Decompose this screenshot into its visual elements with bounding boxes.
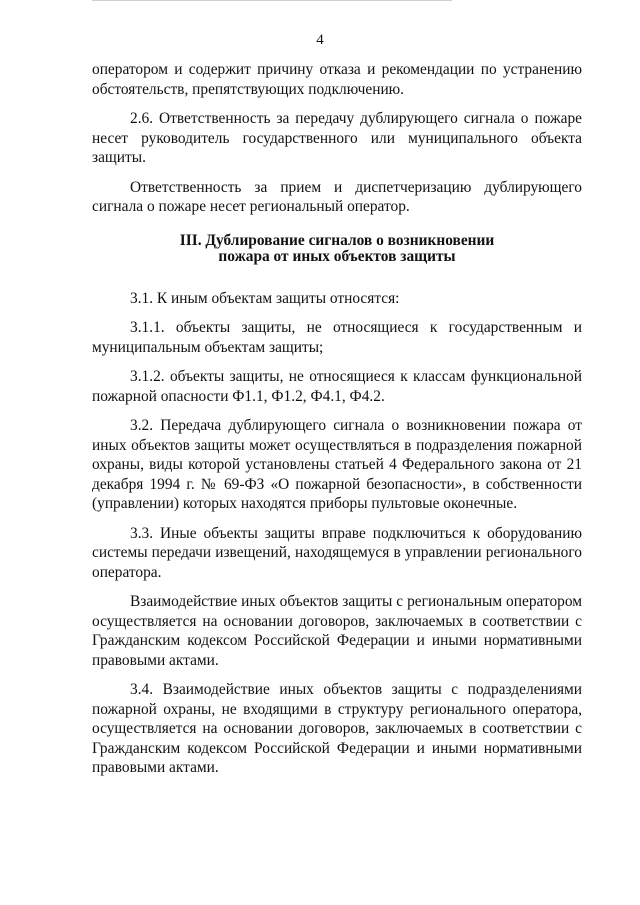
paragraph-3-1: 3.1. К иным объектам защиты относятся: (130, 289, 400, 307)
page-number: 4 (316, 32, 324, 48)
section-heading-line-2: пожара от иных объектов защиты (218, 247, 456, 265)
paragraph-3-2: 3.2. Передача дублирующего сигнала о возникновении пожара от иных объектов защиты может осуществляться в подразделения пожарной охраны, виды которой установлены статьей 4 Федерального закона от 21 декабря 1994 г. № 69-ФЗ «О пожарной безопасности», в собственности (управлении) которых находятся приборы пультовые оконечные. (92, 417, 582, 512)
section-heading-line-1: III. Дублирование сигналов о возникновении (179, 231, 495, 249)
paragraph-3-3: 3.3. Иные объекты защиты вправе подключиться к оборудованию системы передачи извещений, находящемуся в управлении регионального оператора. (92, 524, 582, 581)
paragraph-3-1-2: 3.1.2. объекты защиты, не относящиеся к классам функциональной пожарной опасности Ф1.1, Ф1.2, Ф4.1, Ф4.2. (92, 368, 582, 405)
paragraph-responsibility-operator: Ответственность за прием и диспетчеризацию дублирующего сигнала о пожаре несет региональный оператор. (92, 178, 582, 215)
section-heading (92, 233, 582, 265)
paragraph-interaction-regional-operator: Взаимодействие иных объектов защиты с региональным оператором осуществляется на основании договоров, заключаемых в соответствии с Гражданским кодексом Российской Федерации и иными нормативными правовыми актами. (92, 593, 582, 669)
document-body (92, 60, 582, 788)
paragraph-continuation: оператором и содержит причину отказа и рекомендации по устранению обстоятельств, препятствующих подключению. (92, 61, 582, 98)
paragraph-3-1-1: 3.1.1. объекты защиты, не относящиеся к государственным и муниципальным объектам защиты; (92, 319, 582, 356)
paragraph-3-4: 3.4. Взаимодействие иных объектов защиты с подразделениями пожарной охраны, не входящими в структуру регионального оператора, осуществляется на основании договоров, заключаемых в соответствии с Гражданским кодексом Российской Федерации и иными нормативными правовыми актами. (92, 681, 582, 776)
paragraph-2-6: 2.6. Ответственность за передачу дублирующего сигнала о пожаре несет руководитель государственного или муниципального объекта защиты. (92, 110, 582, 166)
scan-edge-line (92, 0, 452, 1)
